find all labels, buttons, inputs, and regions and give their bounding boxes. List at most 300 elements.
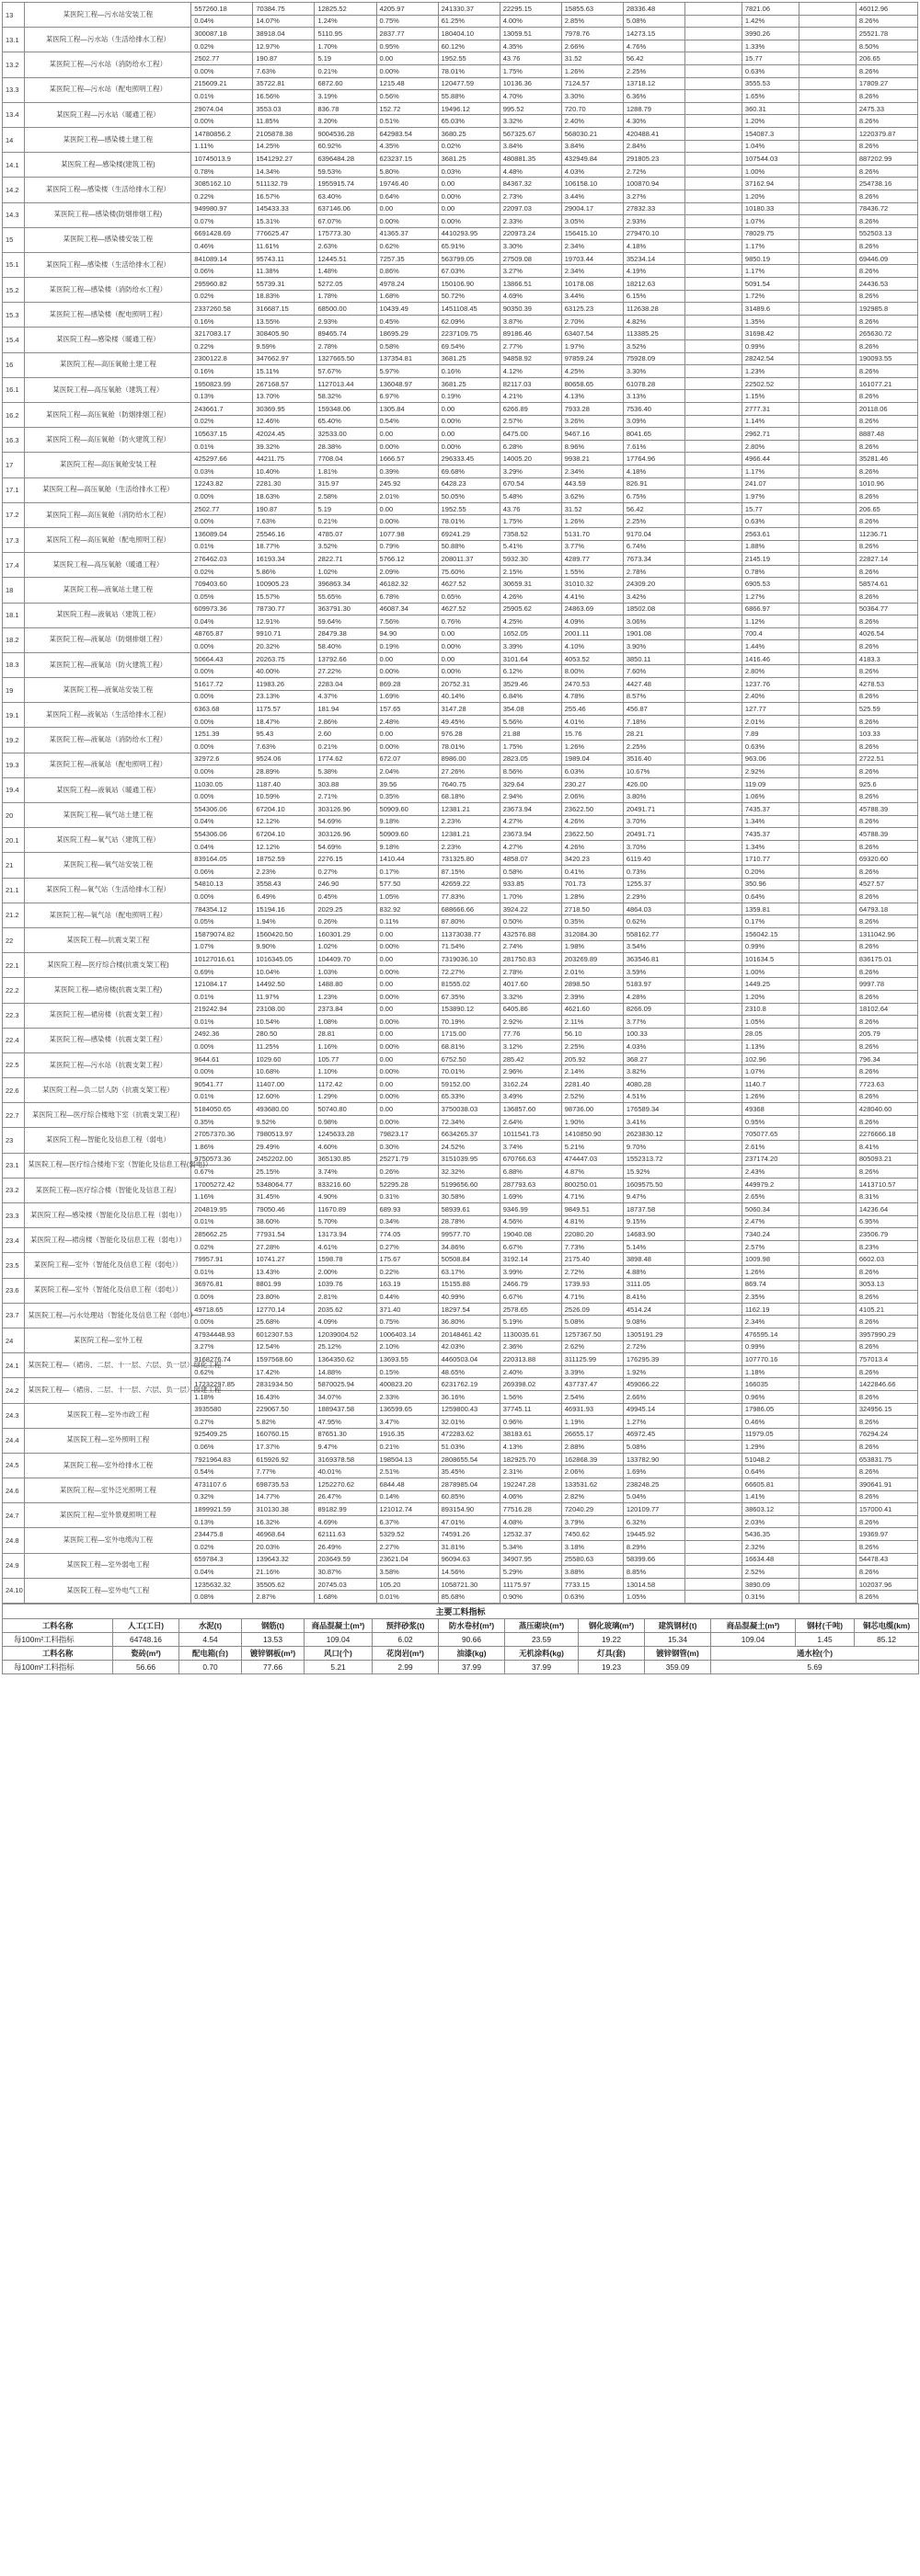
cost-value-cell: 49718.65 (191, 1303, 253, 1316)
cost-ratio-cell: 3.47% (376, 1416, 438, 1429)
cost-ratio-cell: 8.26% (856, 64, 917, 77)
row-project-name: 某医院工程—室外照明工程 (25, 1428, 191, 1453)
cost-value-cell (684, 1078, 742, 1091)
cost-value-cell: 4105.21 (856, 1303, 917, 1316)
cost-ratio-cell: 0.04% (191, 1566, 253, 1579)
cost-ratio-cell: 0.00% (438, 440, 500, 453)
cost-ratio-cell: 7.56% (376, 615, 438, 628)
cost-ratio-cell (684, 215, 742, 228)
cost-value-cell: 1955915.74 (315, 178, 376, 190)
cost-ratio-cell: 0.31% (742, 1591, 799, 1604)
cost-value-cell: 8266.09 (623, 1003, 684, 1016)
row-code: 15.3 (3, 303, 25, 328)
table-row (3, 1578, 918, 1591)
cost-ratio-cell: 8.26% (856, 1016, 917, 1029)
cost-ratio-cell: 2.00% (315, 1265, 376, 1278)
table-row (3, 1428, 918, 1441)
cost-value-cell: 11670.89 (315, 1203, 376, 1216)
cost-ratio-cell: 0.45% (315, 891, 376, 903)
cost-ratio-cell: 18.77% (253, 540, 315, 553)
cost-value-cell: 2276666.18 (856, 1128, 917, 1141)
cost-ratio-cell: 2.34% (561, 465, 623, 477)
cost-ratio-cell: 8.26% (856, 1466, 917, 1478)
cost-ratio-cell: 1.00% (742, 965, 799, 978)
row-project-name: 某医院工程—感染楼（生活给排水工程） (25, 252, 191, 277)
cost-value-cell: 925409.25 (191, 1428, 253, 1441)
cost-ratio-cell: 0.00% (191, 1291, 253, 1304)
cost-ratio-cell: 0.26% (315, 915, 376, 928)
cost-ratio-cell (684, 815, 742, 828)
cost-value-cell: 2283.04 (315, 678, 376, 691)
cost-ratio-cell: 0.21% (315, 515, 376, 528)
row-project-name: 某医院工程—智能化及信息工程（弱电） (25, 1128, 191, 1153)
cost-value-cell: 20752.31 (438, 678, 500, 691)
cost-value-cell: 1220379.87 (856, 127, 917, 140)
cost-value-cell: 19445.92 (623, 1528, 684, 1541)
cost-ratio-cell: 1.17% (742, 240, 799, 253)
cost-value-cell: 38603.12 (742, 1503, 799, 1516)
cost-value-cell: 2029.25 (315, 903, 376, 915)
cost-ratio-cell: 8.26% (856, 640, 917, 653)
cost-ratio-cell: 2.64% (500, 1115, 561, 1128)
cost-ratio-cell: 9.08% (623, 1316, 684, 1328)
cost-ratio-cell: 2.29% (623, 891, 684, 903)
cost-ratio-cell: 0.00% (191, 115, 253, 128)
row-project-name: 某医院工程—室外电气工程 (25, 1578, 191, 1603)
row-project-name: 某医院工程—感染楼土建工程 (25, 127, 191, 152)
row-project-name: 某医院工程—高压氧舱（暖通工程） (25, 553, 191, 578)
cost-ratio-cell (799, 1265, 856, 1278)
cost-value-cell: 90350.39 (500, 303, 561, 316)
cost-ratio-cell: 8.26% (856, 690, 917, 703)
cost-value-cell: 34907.95 (500, 1553, 561, 1566)
cost-value-cell: 2718.50 (561, 903, 623, 915)
cost-value-cell: 1011541.73 (500, 1128, 561, 1141)
cost-value-cell: 360.31 (742, 102, 799, 115)
cost-ratio-cell: 7.63% (253, 741, 315, 753)
cost-value-cell: 0.00 (376, 1078, 438, 1091)
cost-value-cell: 2563.61 (742, 527, 799, 540)
cost-ratio-cell: 25.68% (253, 1316, 315, 1328)
cost-ratio-cell: 1.70% (500, 891, 561, 903)
cost-ratio-cell: 3.44% (561, 290, 623, 303)
cost-value-cell: 190.87 (253, 52, 315, 65)
cost-ratio-cell: 8.26% (856, 1416, 917, 1429)
cost-value-cell: 51048.2 (742, 1453, 799, 1466)
cost-ratio-cell: 6.36% (623, 90, 684, 103)
cost-value-cell: 7980513.97 (253, 1128, 315, 1141)
cost-value-cell: 568030.21 (561, 127, 623, 140)
row-project-name: 某医院工程—高压氧舱（建筑工程） (25, 377, 191, 402)
cost-value-cell: 1952.55 (438, 52, 500, 65)
cost-ratio-cell: 1.20% (742, 990, 799, 1003)
cost-value-cell: 206.65 (856, 502, 917, 515)
cost-ratio-cell: 67.07% (315, 215, 376, 228)
cost-value-cell (799, 502, 856, 515)
cost-ratio-cell: 8.26% (856, 940, 917, 953)
cost-ratio-cell: 0.00% (376, 1115, 438, 1128)
cost-ratio-cell (799, 1065, 856, 1078)
cost-ratio-cell: 47.01% (438, 1515, 500, 1528)
cost-value-cell: 78029.75 (742, 227, 799, 240)
cost-ratio-cell: 4.12% (500, 365, 561, 378)
cost-ratio-cell: 28.78% (438, 1215, 500, 1228)
cost-ratio-cell: 0.02% (191, 1240, 253, 1253)
cost-ratio-cell: 63.17% (438, 1265, 500, 1278)
cost-value-cell: 4460503.04 (438, 1353, 500, 1366)
cost-value-cell: 156042.15 (742, 927, 799, 940)
cost-ratio-cell: 2.34% (561, 265, 623, 278)
cost-ratio-cell: 3.12% (500, 1041, 561, 1053)
cost-ratio-cell (799, 415, 856, 428)
summary-value-cell: 5.21 (305, 1661, 373, 1674)
cost-ratio-cell (799, 715, 856, 728)
row-code: 22 (3, 927, 25, 952)
cost-ratio-cell (799, 965, 856, 978)
cost-value-cell: 35281.46 (856, 453, 917, 466)
cost-ratio-cell: 11.85% (253, 115, 315, 128)
cost-ratio-cell: 5.56% (500, 715, 561, 728)
cost-value-cell: 12445.51 (315, 252, 376, 265)
row-code: 16.2 (3, 403, 25, 428)
cost-ratio-cell: 1.11% (191, 140, 253, 153)
cost-value-cell: 1311042.96 (856, 927, 917, 940)
cost-value-cell: 107770.16 (742, 1353, 799, 1366)
cost-value-cell: 6752.50 (438, 1052, 500, 1065)
cost-ratio-cell: 8.96% (561, 440, 623, 453)
cost-value-cell: 18102.64 (856, 1003, 917, 1016)
cost-ratio-cell: 10.40% (253, 465, 315, 477)
cost-ratio-cell: 61.25% (438, 15, 500, 28)
cost-value-cell: 1715.00 (438, 1028, 500, 1041)
cost-ratio-cell: 0.16% (191, 365, 253, 378)
cost-ratio-cell: 8.56% (500, 765, 561, 778)
cost-ratio-cell: 18.47% (253, 715, 315, 728)
cost-ratio-cell (799, 1115, 856, 1128)
cost-ratio-cell (799, 1416, 856, 1429)
cost-ratio-cell: 4.19% (623, 265, 684, 278)
cost-value-cell (799, 603, 856, 615)
summary-value-cell: 4.54 (179, 1633, 242, 1647)
cost-value-cell: 153890.12 (438, 1003, 500, 1016)
table-row (3, 1052, 918, 1065)
table-row (3, 28, 918, 40)
cost-value-cell: 13173.94 (315, 1228, 376, 1241)
cost-value-cell: 267168.57 (253, 377, 315, 390)
cost-value-cell: 9467.16 (561, 428, 623, 441)
cost-value-cell: 2502.77 (191, 502, 253, 515)
cost-ratio-cell: 3.30% (561, 90, 623, 103)
cost-value-cell: 9524.06 (253, 753, 315, 765)
cost-value-cell (799, 1353, 856, 1366)
cost-value-cell: 0.00 (376, 428, 438, 441)
cost-ratio-cell (799, 64, 856, 77)
cost-value-cell: 113385.25 (623, 328, 684, 340)
cost-value-cell (799, 1378, 856, 1391)
cost-value-cell: 0.00 (376, 1052, 438, 1065)
cost-ratio-cell: 0.27% (191, 1416, 253, 1429)
cost-ratio-cell: 4.10% (561, 640, 623, 653)
cost-value-cell: 1952.55 (438, 502, 500, 515)
cost-value-cell: 365130.85 (315, 1153, 376, 1166)
cost-ratio-cell: 4.70% (500, 90, 561, 103)
cost-ratio-cell: 8.26% (856, 90, 917, 103)
cost-ratio-cell: 14.07% (253, 15, 315, 28)
cost-value-cell: 269398.02 (500, 1378, 561, 1391)
cost-ratio-cell: 2.78% (315, 340, 376, 353)
cost-value-cell: 265630.72 (856, 328, 917, 340)
row-project-name: 某医院工程—液氧站（配电照明工程） (25, 753, 191, 777)
cost-value-cell: 241330.37 (438, 3, 500, 16)
cost-ratio-cell: 1.07% (742, 215, 799, 228)
cost-ratio-cell: 8.26% (856, 790, 917, 803)
cost-ratio-cell: 0.04% (191, 15, 253, 28)
cost-ratio-cell: 8.26% (856, 741, 917, 753)
cost-value-cell: 6363.68 (191, 703, 253, 716)
cost-value-cell: 7358.52 (500, 527, 561, 540)
cost-ratio-cell: 8.26% (856, 1316, 917, 1328)
cost-value-cell: 21.88 (500, 728, 561, 741)
cost-value-cell: 0.00 (376, 1028, 438, 1041)
cost-value-cell: 869.74 (742, 1278, 799, 1291)
cost-value-cell: 476595.14 (742, 1328, 799, 1340)
cost-ratio-cell: 8.26% (856, 365, 917, 378)
summary-label-cell: 油漆(kg) (439, 1647, 505, 1661)
cost-value-cell: 22080.20 (561, 1228, 623, 1241)
cost-ratio-cell: 4.03% (623, 1041, 684, 1053)
cost-ratio-cell: 0.95% (376, 40, 438, 52)
row-project-name: 某医院工程—感染楼(防烟排烟工程) (25, 202, 191, 227)
cost-ratio-cell: 12.12% (253, 840, 315, 853)
cost-ratio-cell (799, 1016, 856, 1029)
cost-value-cell: 1257367.50 (561, 1328, 623, 1340)
table-row (3, 1453, 918, 1466)
cost-ratio-cell: 0.27% (315, 865, 376, 878)
cost-ratio-cell (799, 515, 856, 528)
cost-ratio-cell: 12.54% (253, 1340, 315, 1353)
cost-ratio-cell (799, 615, 856, 628)
cost-value-cell: 2466.79 (500, 1278, 561, 1291)
cost-value-cell: 1010.96 (856, 477, 917, 490)
cost-ratio-cell: 2.78% (500, 965, 561, 978)
table-row (3, 403, 918, 416)
cost-ratio-cell: 2.62% (561, 1340, 623, 1353)
summary-label-cell: 铜芯电缆(km) (855, 1619, 919, 1633)
cost-value-cell: 609973.36 (191, 603, 253, 615)
cost-ratio-cell (684, 565, 742, 578)
row-code: 22.6 (3, 1078, 25, 1103)
cost-ratio-cell: 6.03% (561, 765, 623, 778)
cost-ratio-cell: 3.39% (500, 640, 561, 653)
cost-ratio-cell: 0.00% (191, 741, 253, 753)
cost-ratio-cell: 4.28% (623, 990, 684, 1003)
cost-value-cell: 94858.92 (500, 352, 561, 365)
cost-ratio-cell (799, 1515, 856, 1528)
table-row (3, 252, 918, 265)
cost-value-cell: 42024.45 (253, 428, 315, 441)
cost-ratio-cell (684, 1591, 742, 1604)
summary-labels-row-1 (3, 1619, 919, 1633)
row-code: 23.2 (3, 1178, 25, 1202)
row-project-name: 某医院工程—室外景观照明工程 (25, 1503, 191, 1528)
table-row (3, 428, 918, 441)
cost-value-cell: 27509.08 (500, 252, 561, 265)
cost-ratio-cell: 0.00% (376, 990, 438, 1003)
cost-ratio-cell: 2.73% (500, 190, 561, 202)
cost-ratio-cell: 0.51% (376, 115, 438, 128)
cost-value-cell: 3217083.17 (191, 328, 253, 340)
cost-value-cell (684, 1103, 742, 1116)
cost-ratio-cell: 1.68% (315, 1591, 376, 1604)
cost-value-cell: 4978.24 (376, 278, 438, 291)
summary-label-cell: 钢材(千吨) (796, 1619, 855, 1633)
cost-value-cell (799, 1178, 856, 1190)
cost-value-cell: 2001.11 (561, 627, 623, 640)
cost-value-cell: 1006403.14 (376, 1328, 438, 1340)
cost-value-cell: 89186.46 (500, 328, 561, 340)
cost-ratio-cell: 4.18% (623, 465, 684, 477)
cost-ratio-cell: 8.26% (856, 1090, 917, 1103)
cost-ratio-cell: 8.26% (856, 15, 917, 28)
cost-ratio-cell: 8.26% (856, 665, 917, 678)
row-project-name: 某医院工程—高压氧舱（消防给水工程） (25, 502, 191, 527)
cost-value-cell: 46012.96 (856, 3, 917, 16)
cost-ratio-cell: 1.05% (742, 1016, 799, 1029)
cost-value-cell: 79050.46 (253, 1203, 315, 1216)
cost-ratio-cell: 27.26% (438, 765, 500, 778)
cost-ratio-cell: 55.65% (315, 590, 376, 603)
cost-value-cell: 120109.77 (623, 1503, 684, 1516)
cost-value-cell: 5329.52 (376, 1528, 438, 1541)
cost-value-cell: 10178.08 (561, 278, 623, 291)
cost-value-cell: 152.72 (376, 102, 438, 115)
cost-ratio-cell (684, 440, 742, 453)
cost-ratio-cell: 0.00% (438, 215, 500, 228)
cost-value-cell: 175773.30 (315, 227, 376, 240)
cost-value-cell (799, 878, 856, 891)
cost-ratio-cell: 3.74% (315, 1166, 376, 1179)
cost-ratio-cell: 3.79% (561, 1515, 623, 1528)
cost-value-cell: 50508.84 (438, 1253, 500, 1266)
cost-value-cell: 37745.11 (500, 1403, 561, 1416)
row-project-name: 某医院工程—室外弱电工程 (25, 1553, 191, 1578)
cost-value-cell (799, 227, 856, 240)
table-row (3, 1028, 918, 1041)
table-row (3, 1503, 918, 1516)
cost-ratio-cell: 1.26% (561, 741, 623, 753)
summary-title: 主要工料指标 (3, 1604, 919, 1619)
cost-value-cell: 254738.16 (856, 178, 917, 190)
cost-value-cell: 81555.02 (438, 978, 500, 991)
cost-ratio-cell: 1.05% (376, 891, 438, 903)
cost-value-cell: 796.34 (856, 1052, 917, 1065)
row-code: 17.2 (3, 502, 25, 527)
cost-value-cell (684, 978, 742, 991)
cost-ratio-cell: 3.09% (623, 415, 684, 428)
cost-value-cell (684, 328, 742, 340)
cost-ratio-cell (799, 665, 856, 678)
cost-value-cell: 2777.31 (742, 403, 799, 416)
cost-ratio-cell: 0.00% (191, 490, 253, 503)
cost-ratio-cell: 2.72% (561, 1265, 623, 1278)
cost-value-cell: 50740.80 (315, 1103, 376, 1116)
table-row (3, 1128, 918, 1141)
cost-ratio-cell (684, 615, 742, 628)
cost-ratio-cell: 11.25% (253, 1041, 315, 1053)
cost-value-cell: 7723.63 (856, 1078, 917, 1091)
cost-ratio-cell (799, 840, 856, 853)
cost-ratio-cell: 2.92% (742, 765, 799, 778)
row-project-name: 某医院工程—液氧站（暖通工程） (25, 777, 191, 802)
cost-ratio-cell: 0.62% (191, 1365, 253, 1378)
cost-value-cell: 10180.33 (742, 202, 799, 215)
cost-value-cell: 420488.41 (623, 127, 684, 140)
cost-value-cell: 7.89 (742, 728, 799, 741)
cost-value-cell: 22295.15 (500, 3, 561, 16)
cost-value-cell: 5.19 (315, 502, 376, 515)
cost-value-cell: 176295.39 (623, 1353, 684, 1366)
cost-value-cell: 1488.80 (315, 978, 376, 991)
cost-ratio-cell: 2.15% (500, 565, 561, 578)
cost-value-cell (684, 1253, 742, 1266)
cost-ratio-cell (799, 1090, 856, 1103)
cost-ratio-cell: 78.01% (438, 741, 500, 753)
cost-ratio-cell: 1.97% (561, 340, 623, 353)
cost-ratio-cell: 8.26% (856, 415, 917, 428)
cost-ratio-cell: 9.18% (376, 840, 438, 853)
cost-ratio-cell: 0.62% (623, 915, 684, 928)
cost-value-cell: 23108.00 (253, 1003, 315, 1016)
table-row (3, 678, 918, 691)
cost-ratio-cell: 4.61% (315, 1240, 376, 1253)
cost-ratio-cell: 0.01% (191, 1215, 253, 1228)
summary-value-cell: 13.53 (242, 1633, 305, 1647)
table-row (3, 1178, 918, 1190)
cost-value-cell: 4864.03 (623, 903, 684, 915)
cost-ratio-cell: 8.23% (856, 1240, 917, 1253)
cost-ratio-cell: 0.13% (191, 390, 253, 403)
table-row (3, 303, 918, 316)
cost-value-cell (684, 903, 742, 915)
table-row (3, 1078, 918, 1091)
cost-ratio-cell: 3.05% (561, 215, 623, 228)
row-code: 23.6 (3, 1278, 25, 1303)
cost-ratio-cell: 2.36% (500, 1340, 561, 1353)
cost-ratio-cell: 10.68% (253, 1065, 315, 1078)
cost-value-cell: 238248.25 (623, 1478, 684, 1491)
cost-ratio-cell: 0.22% (376, 1265, 438, 1278)
cost-value-cell: 42659.22 (438, 878, 500, 891)
cost-value-cell: 98736.00 (561, 1103, 623, 1116)
cost-value-cell: 1416.46 (742, 652, 799, 665)
cost-value-cell: 255.46 (561, 703, 623, 716)
cost-ratio-cell: 0.27% (376, 1240, 438, 1253)
cost-value-cell (799, 777, 856, 790)
cost-ratio-cell (799, 340, 856, 353)
cost-value-cell: 2373.84 (315, 1003, 376, 1016)
table-row (3, 1003, 918, 1016)
row-code: 21.2 (3, 903, 25, 927)
cost-ratio-cell (684, 1466, 742, 1478)
cost-ratio-cell: 0.67% (191, 1166, 253, 1179)
cost-value-cell (684, 377, 742, 390)
cost-value-cell (799, 1428, 856, 1441)
cost-ratio-cell (684, 790, 742, 803)
cost-value-cell: 426.00 (623, 777, 684, 790)
cost-ratio-cell: 40.14% (438, 690, 500, 703)
cost-ratio-cell: 3.13% (623, 390, 684, 403)
cost-ratio-cell: 3.99% (500, 1265, 561, 1278)
